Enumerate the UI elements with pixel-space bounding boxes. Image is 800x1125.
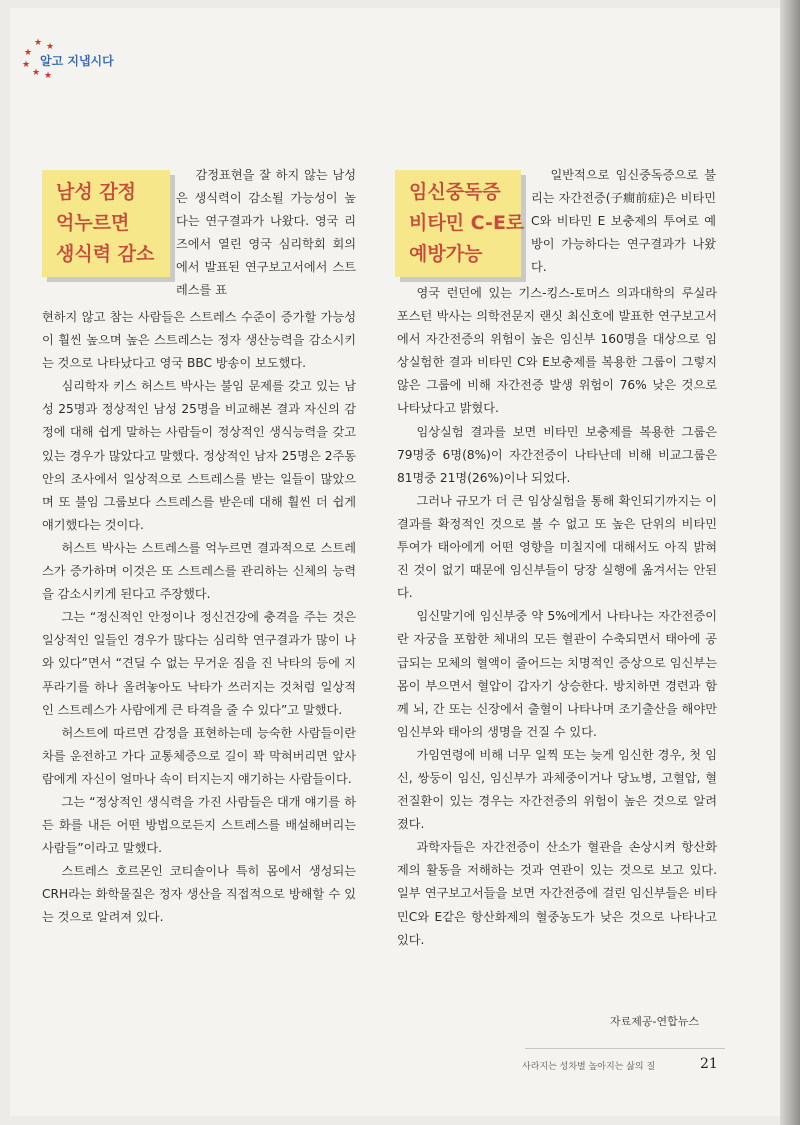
article1-body xyxy=(42,306,356,930)
article2-paragraph: 과학자들은 자간전증이 산소가 혈관을 손상시켜 항산화제의 활동을 저해하는 것과 연관이 있는 것으로 보고 있다. 일부 연구보고서들을 보면 자간전증에 걸린 임신부들은 비타민C와 E같은 항산화제의 혈중농도가 낮은 것으로 나타나고 있다. xyxy=(397,840,717,947)
article2-headline xyxy=(395,170,525,277)
article1-headline xyxy=(42,170,170,277)
article2-intro-text: 일반적으로 임신중독증으로 불리는 자간전증(子癎前症)은 비타민 C와 비타민 E 보충제의 투여로 예방이 가능하다는 연구결과가 나왔다. xyxy=(531,168,716,275)
article1-headline-line: 억누르면 xyxy=(56,212,130,234)
article2-paragraph: 임신말기에 임신부중 약 5%에게서 나타나는 자간전증이란 자궁을 포함한 체내의 모든 혈관이 수축되면서 태아에 공급되는 모체의 혈액이 줄어드는 치명적인 증상으로 임신부는 몸이 부으면서 혈압이 갑자기 상승한다. 방치하면 경련과 함께 뇌, 간 또는 신장에서 출혈이 나타나며 조기출산을 해야만 임신부와 태아의 생명을 건질 수 있다. xyxy=(397,609,717,739)
stars-icon: ★ ★ ★ ★ ★ ★ xyxy=(22,38,55,81)
page-spine xyxy=(780,0,800,1125)
article2-headline-line: 비타민 C-E로 xyxy=(409,212,525,234)
article2-body xyxy=(397,282,717,952)
article2-intro xyxy=(531,164,716,279)
article1-intro xyxy=(176,164,356,303)
footer-running-title: 사라지는 성차별 높아지는 삶의 질 xyxy=(522,1062,656,1072)
article2-headline-line: 임신중독증 xyxy=(409,181,501,203)
article2-paragraph: 영국 런던에 있는 기스-킹스-토머스 의과대학의 루실라 포스턴 박사는 의학전문지 랜싯 최신호에 발표한 연구보고서에서 자간전증의 위험이 높은 임신부 160명을 대상으로 임상실험한 결과 비타민 C와 E보충제를 복용한 그룹이 그렇지 않은 그룹에 비해 자간전증 발생 위험이 76% 낮은 것으로 나타났다고 밝혔다. xyxy=(397,286,717,416)
article1-paragraph: 현하지 않고 참는 사람들은 스트레스 수준이 증가할 가능성이 훨씬 높으며 높은 스트레스는 정자 생산능력을 감소시키는 것으로 나타났다고 영국 BBC 방송이 보도했다. xyxy=(42,310,356,371)
article1-intro-text: 감정표현을 잘 하지 않는 남성은 생식력이 감소될 가능성이 높다는 연구결과가 나왔다. 영국 리즈에서 열린 영국 심리학회 회의에서 발표된 연구보고서에서 스트레스를 표 xyxy=(176,168,356,298)
footer-divider xyxy=(525,1048,725,1049)
article1-headline-line: 남성 감정 xyxy=(56,181,137,203)
source-credit: 자료제공-연합뉴스 xyxy=(610,1015,699,1028)
article1-paragraph: 그는 “정상적인 생식력을 가진 사람들은 대개 얘기를 하든 화를 내든 어떤 방법으로든지 스트레스를 배설해버리는 사람들”이라고 말했다. xyxy=(42,794,356,856)
article1-paragraph: 허스트 박사는 스트레스를 억누르면 결과적으로 스트레스가 증가하며 이것은 또 스트레스를 관리하는 신체의 능력을 감소시키게 된다고 주장했다. xyxy=(42,540,356,602)
article2-paragraph: 임상실험 결과를 보면 비타민 보충제를 복용한 그룹은 79명중 6명(8%)이 자간전증이 나타난데 비해 비교그룹은 81명중 21명(26%)이나 되었다. xyxy=(397,424,717,485)
section-label: 알고 지냅시다 xyxy=(40,54,114,68)
article2-paragraph: 그러나 규모가 더 큰 임상실험을 통해 확인되기까지는 이 결과를 확정적인 것으로 볼 수 없고 또 높은 단위의 비타민 투여가 태아에게 어떤 영향을 미칠지에 대해서도 아직 밝혀진 것이 없기 때문에 임신부들이 당장 실행에 옮겨서는 안된다. xyxy=(397,493,717,601)
page-number: 21 xyxy=(700,1056,718,1072)
article1-paragraph: 스트레스 호르몬인 코티솔이나 특히 몸에서 생성되는 CRH라는 화학물질은 정자 생산을 직접적으로 방해할 수 있는 것으로 알려져 있다. xyxy=(42,864,356,925)
article2-paragraph: 가임연령에 비해 너무 일찍 또는 늦게 임신한 경우, 첫 임신, 쌍둥이 임신, 임신부가 과체중이거나 당뇨병, 고혈압, 혈전질환이 있는 경우는 자간전증의 위험이 높은 것으로 알려졌다. xyxy=(397,747,717,832)
article1-paragraph: 허스트에 따르면 감정을 표현하는데 능숙한 사람들이란 차를 운전하고 가다 교통체증으로 길이 꽉 막혀버리면 앞사람에게 자신이 얼마나 속이 터지는지 얘기하는 사람들이다. xyxy=(42,725,356,786)
article2-headline-line: 예방가능 xyxy=(409,243,483,265)
article1-headline-line: 생식력 감소 xyxy=(56,243,155,265)
article1-paragraph: 심리학자 키스 허스트 박사는 불임 문제를 갖고 있는 남성 25명과 정상적인 남성 25명을 비교해본 결과 자신의 감정에 대해 쉽게 말하는 사람들이 정상적인 생식능력을 갖고 있는 경우가 많았다고 말했다. 정상적인 남자 25명은 2주동안의 조사에서 일상적으로 스트레스를 받는 일들이 많았으며 또 불임 그룹보다 스트레스를 받은데 대해 훨씬 더 쉽게 얘기했다는 것이다. xyxy=(42,379,356,532)
article1-paragraph: 그는 “정신적인 안정이나 정신건강에 충격을 주는 것은 일상적인 일들인 경우가 많다는 심리학 연구결과가 많이 나와 있다”면서 “견딜 수 없는 무거운 짐을 진 낙타의 등에 지푸라기를 하나 올려놓아도 낙타가 쓰러지는 것처럼 일상적인 스트레스가 사람에게 큰 타격을 줄 수 있다”고 말했다. xyxy=(42,610,356,717)
